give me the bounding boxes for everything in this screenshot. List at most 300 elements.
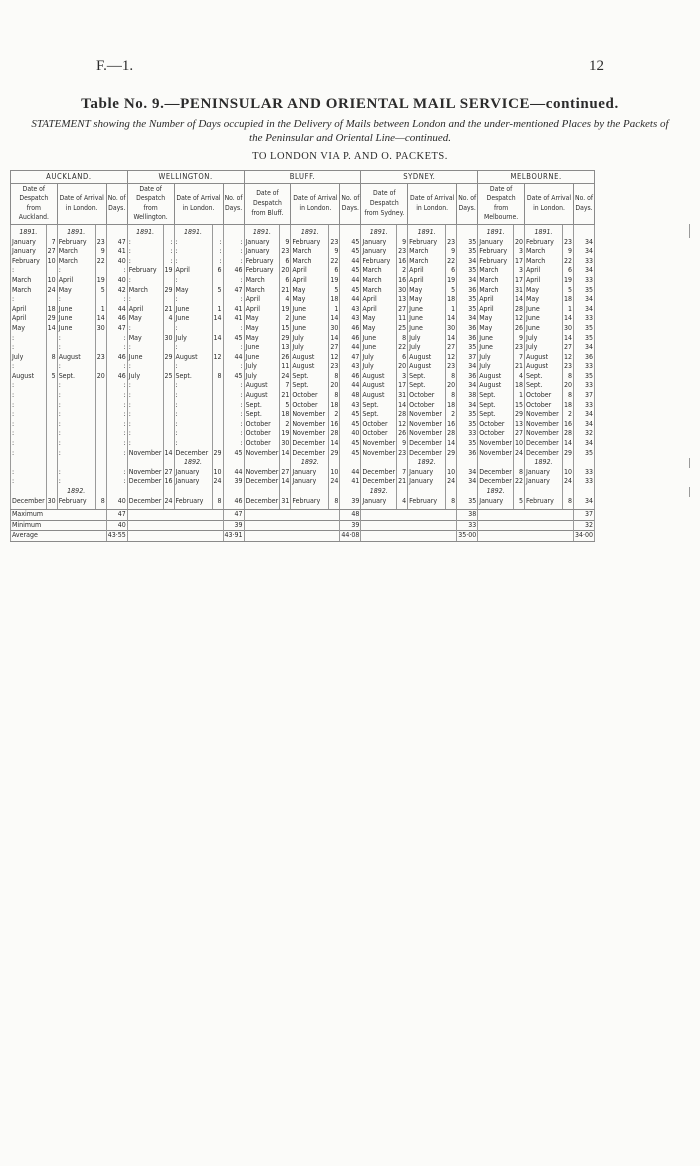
table-cell: 46 — [106, 353, 127, 363]
table-cell: 2 — [397, 266, 408, 276]
table-cell: February — [244, 257, 280, 267]
table-cell: May — [57, 286, 95, 296]
summary-label — [478, 520, 574, 531]
table-cell: December — [362, 467, 396, 476]
table-cell: : — [11, 362, 47, 372]
group-sydney: SYDNEY. — [361, 171, 478, 184]
table-cell: 23 — [447, 237, 456, 246]
header-arrival-bluff: Date of Arrival in London. — [291, 183, 340, 224]
table-cell: 45 — [340, 410, 361, 420]
table-cell: : — [174, 247, 212, 257]
summary-label — [361, 520, 457, 531]
summary-value: 40 — [106, 520, 127, 531]
table-cell: 8 — [212, 497, 223, 510]
table-cell: 33 — [574, 362, 595, 372]
table-cell: 17 — [398, 381, 407, 390]
table-cell: 40 — [106, 497, 127, 510]
table-cell: March — [478, 276, 514, 286]
table-cell: August — [361, 381, 397, 391]
table-cell: April — [408, 276, 446, 286]
table-cell: February — [408, 238, 446, 248]
table-cell: November — [408, 429, 446, 439]
table-cell: 29 — [447, 448, 456, 457]
table-row — [11, 497, 690, 510]
table-row — [11, 477, 690, 487]
table-cell — [163, 410, 174, 420]
table-cell: 19 — [96, 275, 105, 284]
table-cell: February — [478, 257, 514, 267]
table-cell: October — [244, 439, 280, 449]
table-cell: 18 — [330, 400, 339, 409]
table-cell: 27 — [447, 343, 456, 352]
table-cell: March — [244, 286, 280, 296]
table-cell: August — [361, 391, 397, 401]
table-cell: May — [244, 334, 280, 344]
table-cell: July — [478, 362, 514, 372]
table-row — [11, 266, 690, 276]
table-cell — [457, 487, 478, 497]
table-cell: 8 — [329, 391, 340, 401]
table-cell — [95, 266, 106, 276]
summary-label — [478, 531, 574, 542]
table-cell: August — [291, 353, 329, 363]
table-cell: 10 — [213, 467, 222, 476]
table-cell: March — [478, 266, 514, 276]
table-cell: 14 — [96, 314, 105, 323]
table-cell: May — [291, 295, 329, 305]
table-cell — [95, 468, 106, 478]
table-cell: March — [361, 286, 397, 296]
table-cell: : — [127, 420, 163, 430]
table-cell: December — [174, 449, 212, 459]
table-cell: 3 — [397, 372, 408, 382]
table-cell: 19 — [281, 429, 290, 438]
table-cell: Sept. — [57, 372, 95, 382]
table-cell — [574, 458, 595, 468]
table-row — [11, 372, 690, 382]
table-cell: 20 — [398, 362, 407, 371]
table-cell — [525, 487, 563, 497]
table-cell: : — [223, 257, 244, 267]
group-bluff: BLUFF. — [244, 171, 361, 184]
table-cell: May — [127, 314, 163, 324]
table-cell: 21 — [398, 477, 407, 486]
summary-value: 48 — [340, 510, 361, 521]
summary-value: 39 — [223, 520, 244, 531]
running-head — [96, 58, 604, 78]
table-row — [11, 353, 690, 363]
table-cell: June — [174, 314, 212, 324]
table-cell: November — [408, 420, 446, 430]
table-cell: Sept. — [408, 372, 446, 382]
table-cell: 44 — [340, 295, 361, 305]
table-cell — [212, 276, 223, 286]
table-cell — [563, 224, 574, 237]
table-cell: April — [361, 295, 397, 305]
table-cell: Sept. — [525, 372, 563, 382]
table-cell: 23 — [564, 362, 573, 371]
table-cell: 35 — [457, 420, 478, 430]
table-row — [11, 458, 690, 468]
table-cell — [340, 224, 361, 237]
table-cell: 9 — [397, 238, 408, 248]
table-cell: 34 — [457, 257, 478, 267]
table-cell: 3 — [513, 247, 524, 257]
table-cell: 37 — [457, 353, 478, 363]
table-cell: 18 — [564, 295, 573, 304]
table-row — [11, 314, 690, 324]
table-cell: 46 — [340, 334, 361, 344]
table-cell: 1 — [513, 391, 524, 401]
table-cell: January — [174, 468, 212, 478]
table-cell: 29 — [330, 448, 339, 457]
table-title: Table No. 9.—PENINSULAR AND ORIENTAL MAIL SERVICE—continued. — [81, 96, 619, 112]
table-cell: April — [478, 295, 514, 305]
table-cell: 6 — [397, 353, 408, 363]
table-cell: April — [11, 305, 47, 315]
table-cell: 36 — [574, 353, 595, 363]
table-row — [11, 449, 690, 459]
table-cell: : — [11, 477, 47, 487]
table-cell: 10 — [47, 275, 56, 284]
table-cell: November — [128, 448, 162, 457]
table-cell: December — [525, 439, 563, 449]
table-cell: February — [478, 247, 514, 257]
table-cell: October — [478, 429, 514, 439]
table-cell: 35 — [457, 238, 478, 248]
table-cell: June — [408, 314, 446, 324]
table-cell: 24 — [564, 477, 573, 486]
table-cell: 23 — [281, 247, 290, 256]
table-cell: 34 — [457, 468, 478, 478]
table-cell: 14 — [213, 314, 222, 323]
table-row — [11, 401, 690, 411]
table-cell: 30 — [96, 323, 105, 332]
table-cell: June — [291, 314, 329, 324]
table-cell — [127, 487, 163, 497]
table-cell — [446, 458, 457, 468]
table-cell: May — [244, 324, 280, 334]
table-row — [11, 420, 690, 430]
table-cell: 8 — [563, 391, 574, 401]
table-cell: March — [57, 247, 95, 257]
table-cell: 14 — [564, 333, 573, 342]
table-cell: 6 — [212, 266, 223, 276]
table-cell: August — [244, 381, 280, 391]
table-cell: 1892. — [525, 458, 563, 468]
table-cell: : — [57, 477, 95, 487]
table-cell — [46, 458, 57, 468]
table-cell: : — [163, 247, 174, 257]
table-cell — [563, 487, 574, 497]
table-cell — [11, 487, 47, 497]
table-cell: 2 — [280, 420, 291, 430]
table-cell: : — [11, 420, 47, 430]
table-cell: May — [291, 286, 329, 296]
table-cell: : — [223, 429, 244, 439]
table-cell: February — [57, 238, 95, 248]
table-summary — [11, 510, 690, 542]
table-cell — [244, 458, 280, 468]
table-cell: 29 — [164, 352, 173, 361]
table-cell: : — [127, 257, 163, 267]
table-cell: 17 — [514, 275, 523, 284]
table-row — [11, 334, 690, 344]
table-cell: October — [244, 429, 280, 439]
table-cell: June — [408, 305, 446, 315]
table-cell — [95, 449, 106, 459]
table-cell: : — [174, 429, 212, 439]
table-cell: January — [478, 238, 514, 248]
table-cell: : — [11, 410, 47, 420]
table-cell: April — [127, 305, 163, 315]
table-cell: August — [478, 381, 514, 391]
table-cell — [513, 224, 524, 237]
table-cell: February — [525, 238, 563, 248]
table-cell: 34 — [457, 381, 478, 391]
table-cell: Sept. — [478, 391, 514, 401]
table-cell: 24 — [213, 477, 222, 486]
table-cell: November — [525, 429, 563, 439]
table-cell: May — [127, 334, 163, 344]
table-cell — [212, 439, 223, 449]
table-cell: February — [57, 497, 95, 510]
table-cell: 19 — [164, 266, 173, 275]
table-cell: 29 — [213, 448, 222, 457]
table-cell: July — [478, 353, 514, 363]
table-cell: : — [11, 401, 47, 411]
summary-value: 47 — [106, 510, 127, 521]
table-cell: June — [291, 305, 329, 315]
table-cell: July — [244, 372, 280, 382]
table-cell — [163, 362, 174, 372]
table-cell: 14 — [330, 314, 339, 323]
table-cell: 28 — [447, 429, 456, 438]
table-cell — [46, 410, 57, 420]
table-cell: : — [127, 343, 163, 353]
table-cell: 30 — [447, 323, 456, 332]
table-cell: : — [106, 420, 127, 430]
table-cell: : — [57, 266, 95, 276]
table-cell: October — [525, 391, 563, 401]
table-cell: 25 — [164, 371, 173, 380]
table-cell: July — [244, 362, 280, 372]
table-cell: : — [223, 401, 244, 411]
table-cell — [212, 381, 223, 391]
table-cell: 24 — [330, 477, 339, 486]
table-cell: January — [408, 477, 446, 487]
table-cell: : — [127, 238, 163, 248]
table-cell: 30 — [46, 497, 57, 510]
table-cell: 1891. — [525, 224, 563, 237]
table-cell: 47 — [340, 353, 361, 363]
table-cell: 4 — [163, 314, 174, 324]
table-cell — [446, 224, 457, 237]
table-cell — [457, 224, 478, 237]
table-cell — [57, 458, 95, 468]
table-cell: 5 — [280, 401, 291, 411]
table-cell: 33 — [574, 314, 595, 324]
table-cell: : — [163, 257, 174, 267]
table-cell — [46, 477, 57, 487]
table-cell: March — [291, 247, 329, 257]
table-cell — [46, 487, 57, 497]
table-cell: 15 — [514, 400, 523, 409]
table-cell: December — [479, 467, 512, 476]
table-cell: : — [106, 334, 127, 344]
summary-label: Minimum — [11, 520, 107, 531]
table-cell — [595, 224, 690, 237]
table-cell: 46 — [223, 497, 244, 510]
table-cell: 16 — [398, 275, 407, 284]
table-cell: 18 — [281, 410, 290, 419]
table-cell: : — [223, 247, 244, 257]
table-cell: : — [223, 410, 244, 420]
table-cell: 8 — [329, 497, 340, 510]
header-arrival-auckland: Date of Arrival in London. — [57, 183, 106, 224]
table-cell: Sept. — [361, 401, 397, 411]
table-cell: August — [408, 353, 446, 363]
table-cell: 18 — [330, 295, 339, 304]
table-cell: October — [478, 420, 514, 430]
table-cell: 14 — [164, 448, 173, 457]
summary-value: 43·91 — [223, 531, 244, 542]
table-cell: 35 — [457, 343, 478, 353]
table-cell: : — [11, 266, 47, 276]
table-cell: April — [478, 305, 514, 315]
table-cell: : — [127, 391, 163, 401]
table-cell: : — [106, 266, 127, 276]
table-cell: 33 — [457, 429, 478, 439]
table-row — [11, 238, 690, 248]
group-auckland: AUCKLAND. — [11, 171, 128, 184]
table-cell: 6 — [446, 266, 457, 276]
table-cell — [595, 458, 690, 468]
table-cell — [329, 458, 340, 468]
table-row — [11, 276, 690, 286]
table-cell: 18 — [47, 304, 56, 313]
table-cell: : — [11, 295, 47, 305]
table-cell: 14 — [213, 333, 222, 342]
table-cell — [163, 401, 174, 411]
table-cell: 30 — [330, 323, 339, 332]
mail-delivery-table — [10, 170, 690, 542]
table-cell: 16 — [330, 419, 339, 428]
table-cell: 5 — [329, 286, 340, 296]
table-cell: : — [127, 276, 163, 286]
table-cell — [280, 224, 291, 237]
table-cell: June — [244, 353, 280, 363]
table-cell: December — [408, 449, 446, 459]
summary-value: 44·08 — [340, 531, 361, 542]
table-cell: 5 — [563, 286, 574, 296]
table-cell: 9 — [563, 247, 574, 257]
table-cell: December — [479, 477, 512, 486]
table-cell: : — [127, 381, 163, 391]
table-cell — [361, 458, 397, 468]
table-cell: 12 — [398, 419, 407, 428]
table-cell: : — [106, 439, 127, 449]
table-cell: February — [291, 238, 329, 248]
table-cell: : — [106, 429, 127, 439]
table-cell: : — [223, 295, 244, 305]
table-cell: 8 — [563, 372, 574, 382]
table-cell: : — [106, 468, 127, 478]
table-cell: 24 — [163, 497, 174, 510]
table-row — [11, 343, 690, 353]
table-cell: 16 — [564, 419, 573, 428]
table-cell: 26 — [281, 352, 290, 361]
table-cell: November — [128, 467, 162, 476]
table-cell: June — [57, 324, 95, 334]
table-cell — [95, 410, 106, 420]
table-cell: : — [57, 468, 95, 478]
table-cell: : — [223, 439, 244, 449]
table-cell: 1891. — [244, 224, 280, 237]
table-cell — [95, 420, 106, 430]
table-cell: 46 — [106, 372, 127, 382]
table-cell: 5 — [95, 286, 106, 296]
table-cell: June — [361, 343, 397, 353]
table-cell: 26 — [514, 323, 523, 332]
table-cell: 34 — [574, 497, 595, 510]
table-cell: November — [245, 467, 279, 476]
table-cell — [163, 324, 174, 334]
table-cell: 23 — [96, 352, 105, 361]
table-cell: 14 — [447, 333, 456, 342]
table-cell: November — [362, 448, 396, 457]
table-cell: 35 — [574, 286, 595, 296]
table-cell: 41 — [223, 305, 244, 315]
table-cell: : — [127, 439, 163, 449]
table-cell: 20 — [447, 381, 456, 390]
table-cell: November — [525, 410, 563, 420]
header-despatch-auckland: Date of Despatch from Auckland. — [11, 183, 58, 224]
table-cell — [95, 477, 106, 487]
table-cell: 35 — [457, 305, 478, 315]
header-days-bluff: No. of Days. — [340, 183, 361, 224]
table-cell: November — [362, 439, 396, 448]
table-cell: 44 — [340, 257, 361, 267]
table-cell: July — [361, 353, 397, 363]
table-cell: November — [291, 429, 329, 439]
table-cell: 8 — [46, 353, 57, 363]
table-cell: : — [106, 362, 127, 372]
header-arrival-wellington: Date of Arrival in London. — [174, 183, 223, 224]
table-cell: 36 — [457, 334, 478, 344]
table-cell — [46, 362, 57, 372]
table-cell — [106, 458, 127, 468]
table-cell: : — [11, 468, 47, 478]
table-cell — [340, 458, 361, 468]
table-cell: December — [11, 497, 47, 510]
table-cell: 14 — [330, 333, 339, 342]
table-cell: 47 — [223, 286, 244, 296]
table-cell: 23 — [514, 343, 523, 352]
table-cell — [95, 343, 106, 353]
table-cell: 46 — [340, 324, 361, 334]
table-cell — [163, 276, 174, 286]
table-cell: December — [408, 439, 446, 449]
table-cell: 13 — [514, 419, 523, 428]
header-despatch-melbourne: Date of Despatch from Melbourne. — [478, 183, 525, 224]
table-cell — [106, 487, 127, 497]
table-cell — [163, 487, 174, 497]
table-cell: 23 — [330, 362, 339, 371]
table-cell: 22 — [330, 256, 339, 265]
table-cell — [408, 487, 446, 497]
table-cell: 14 — [514, 295, 523, 304]
